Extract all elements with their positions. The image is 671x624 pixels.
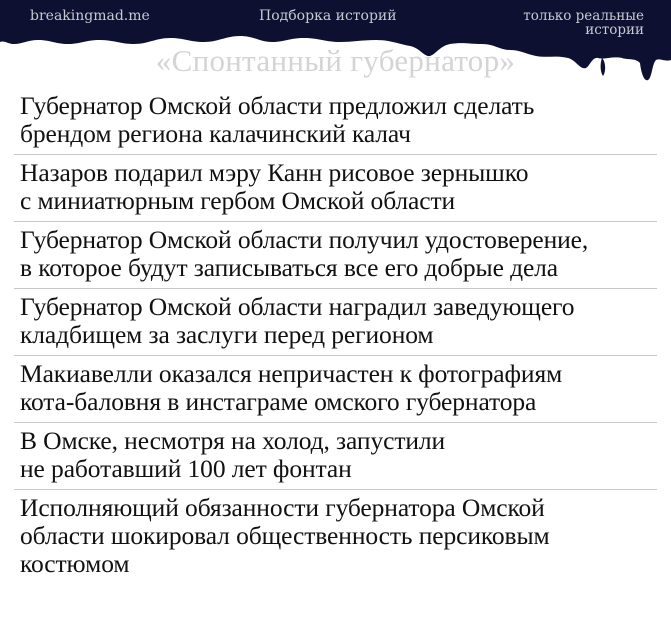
story-item[interactable] — [14, 489, 657, 584]
story-item[interactable] — [14, 422, 657, 489]
story-item[interactable] — [14, 154, 657, 221]
header-banner — [0, 0, 671, 85]
story-line: кладбищем за заслуги перед регионом — [20, 320, 434, 349]
story-line: брендом региона калачинский калач — [20, 119, 411, 148]
story-line: Макиавелли оказался непричастен к фотографиям — [20, 359, 563, 388]
story-line: Исполняющий обязанности губернатора Омской — [20, 493, 545, 522]
story-item[interactable] — [14, 288, 657, 355]
story-list — [14, 87, 657, 584]
story-line: Губернатор Омской области наградил заведующего — [20, 292, 575, 321]
tagline-line: истории — [585, 22, 644, 38]
story-line: Губернатор Омской области предложил сделать — [20, 91, 535, 120]
story-line: Назаров подарил мэру Канн рисовое зернышко — [20, 158, 529, 187]
story-line: в которое будут записываться все его добрые дела — [20, 253, 559, 282]
story-item[interactable] — [14, 221, 657, 288]
story-line: В Омске, несмотря на холод, запустили — [20, 426, 446, 455]
story-item[interactable] — [14, 355, 657, 422]
story-line: с миниатюрным гербом Омской области — [20, 186, 456, 215]
story-line: костюмом — [20, 549, 130, 578]
story-line: не работавший 100 лет фонтан — [20, 454, 352, 483]
tagline-line: только реальные — [523, 8, 644, 24]
site-name[interactable]: breakingmad.me — [30, 8, 150, 24]
story-line: Губернатор Омской области получил удостоверение, — [20, 225, 589, 254]
tagline — [494, 9, 644, 37]
story-item[interactable] — [14, 87, 657, 154]
story-line: кота-баловня в инстаграме омского губернатора — [20, 387, 537, 416]
page-title: «Спонтанный губернатор» — [155, 43, 516, 78]
story-line: области шокировал общественность персиковым — [20, 521, 550, 550]
collection-label: Подборка историй — [259, 8, 397, 24]
